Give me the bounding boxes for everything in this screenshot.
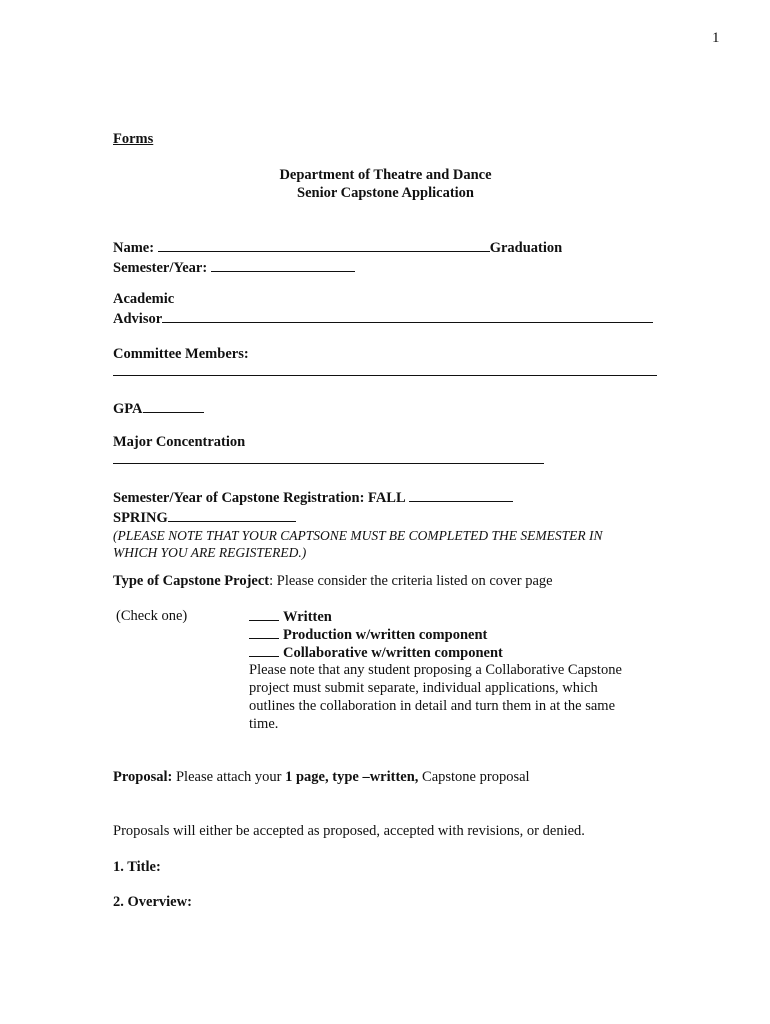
registration-note-line: (PLEASE NOTE THAT YOUR CAPTSONE MUST BE COMPLETED THE SEMESTER IN: [113, 528, 603, 543]
academic-label: Academic: [113, 291, 175, 307]
collaborative-note-line: Please note that any student proposing a Collaborative Capstone: [249, 662, 622, 678]
major-label: Major Concentration: [113, 434, 246, 450]
advisor-input-line[interactable]: [162, 308, 653, 323]
form-header: [113, 166, 658, 202]
semester-year-label: Semester/Year:: [113, 260, 208, 276]
name-field-row: [113, 237, 658, 277]
committee-label: Committee Members:: [113, 346, 249, 362]
forms-label: Forms: [113, 131, 154, 147]
capstone-type-instructions: : Please consider the criteria listed on cover page: [269, 573, 553, 589]
fall-input-line[interactable]: [409, 487, 513, 502]
capstone-option-row: [113, 643, 658, 661]
department-title: Department of Theatre and Dance: [279, 167, 492, 183]
registration-note-line: WHICH YOU ARE REGISTERED.): [113, 545, 307, 560]
proposal-row: [113, 768, 658, 786]
capstone-type-row: [113, 572, 658, 590]
major-input-line[interactable]: [113, 463, 544, 464]
capstone-option-row: [113, 625, 658, 643]
check-one-label: (Check one): [116, 608, 188, 624]
option-collaborative: Collaborative w/written component: [283, 645, 503, 661]
capstone-option-row: [113, 607, 658, 625]
proposal-item-overview: 2. Overview:: [113, 894, 192, 910]
collaborative-note-line: outlines the collaboration in detail and turn them in at the same: [249, 698, 616, 714]
proposal-text-before: Please attach your: [172, 769, 286, 785]
proposal-text-after: Capstone proposal: [418, 769, 530, 785]
proposal-item-title: 1. Title:: [113, 859, 161, 875]
spring-label: SPRING: [113, 510, 168, 526]
advisor-field-row: [113, 290, 658, 328]
committee-field-row: [113, 345, 658, 376]
registration-note: [113, 527, 658, 561]
gpa-label: GPA: [113, 401, 143, 417]
capstone-options: [113, 607, 658, 661]
collaborative-checkbox-line[interactable]: [249, 643, 279, 657]
proposal-emphasis: 1 page, type –written,: [285, 769, 419, 785]
gpa-field-row: [113, 398, 658, 418]
form-title: Senior Capstone Application: [297, 185, 474, 201]
proposal-label: Proposal:: [113, 769, 173, 785]
collaborative-note-line: time.: [249, 716, 279, 732]
registration-label: Semester/Year of Capstone Registration: FALL: [113, 490, 406, 506]
name-input-line[interactable]: [158, 237, 490, 252]
proposal-outcome: Proposals will either be accepted as proposed, accepted with revisions, or denied.: [113, 823, 585, 839]
graduation-label: Graduation: [489, 240, 563, 256]
advisor-label: Advisor: [113, 311, 163, 327]
written-checkbox-line[interactable]: [249, 607, 279, 621]
major-field-row: [113, 433, 658, 464]
collaborative-note-line: project must submit separate, individual applications, which: [249, 680, 598, 696]
gpa-input-line[interactable]: [143, 398, 204, 413]
option-production: Production w/written component: [283, 627, 488, 643]
section-heading: [113, 130, 658, 148]
production-checkbox-line[interactable]: [249, 625, 279, 639]
collaborative-note: [249, 661, 649, 733]
page-number: 1: [712, 30, 720, 46]
capstone-type-label: Type of Capstone Project: [113, 573, 270, 589]
spring-input-line[interactable]: [168, 507, 296, 522]
option-written: Written: [283, 609, 332, 625]
graduation-semester-input-line[interactable]: [211, 257, 355, 272]
committee-input-line[interactable]: [113, 375, 657, 376]
name-label: Name:: [113, 240, 155, 256]
registration-field-row: [113, 487, 658, 561]
